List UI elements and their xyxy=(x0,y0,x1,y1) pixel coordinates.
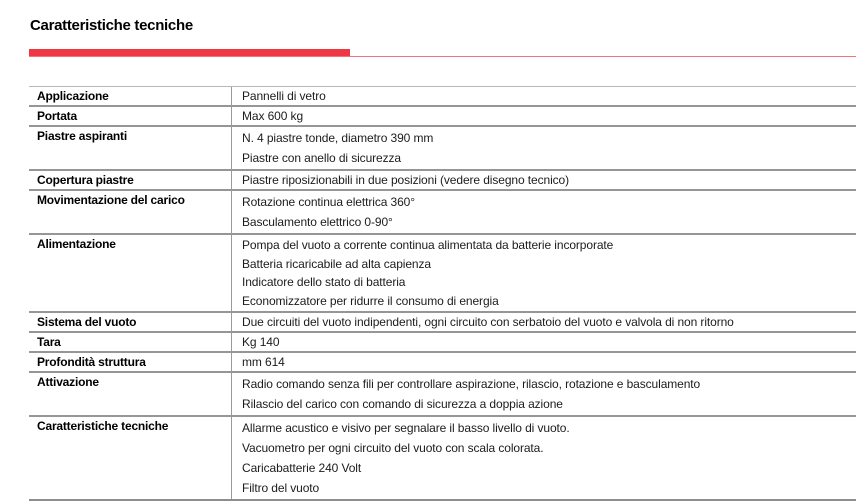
spec-value-line: Kg 140 xyxy=(242,335,280,349)
spec-value-line: Radio comando senza fili per controllare aspirazione, rilascio, rotazione e basculamento xyxy=(242,377,701,391)
spec-table xyxy=(29,86,856,501)
spec-value xyxy=(231,127,856,169)
spec-row xyxy=(29,233,856,311)
spec-value-line: Rilascio del carico con comando di sicurezza a doppia azione xyxy=(242,397,563,411)
spec-value-line: Max 600 kg xyxy=(242,109,304,123)
spec-value-line: Economizzatore per ridurre il consumo di energia xyxy=(242,293,499,308)
spec-value xyxy=(231,235,856,311)
spec-value xyxy=(231,373,856,415)
spec-label: Movimentazione del carico xyxy=(37,193,185,207)
spec-row xyxy=(29,351,856,371)
title-rule xyxy=(29,49,856,57)
spec-row xyxy=(29,311,856,331)
spec-value xyxy=(231,333,856,351)
spec-row xyxy=(29,415,856,499)
spec-row xyxy=(29,331,856,351)
spec-value-line: Filtro del vuoto xyxy=(242,481,320,495)
spec-label: Sistema del vuoto xyxy=(37,315,137,329)
page-title: Caratteristiche tecniche xyxy=(30,17,193,34)
spec-value xyxy=(231,171,856,189)
spec-row xyxy=(29,125,856,169)
spec-value-line: Piastre riposizionabili in due posizioni (vedere disegno tecnico) xyxy=(242,173,570,187)
spec-value xyxy=(231,353,856,371)
spec-value-line: Caricabatterie 240 Volt xyxy=(242,461,362,475)
spec-value xyxy=(231,107,856,125)
spec-value-line: N. 4 piastre tonde, diametro 390 mm xyxy=(242,131,434,145)
spec-row xyxy=(29,371,856,415)
title-rule-thin xyxy=(29,56,856,57)
spec-value xyxy=(231,191,856,233)
spec-value-line: Indicatore dello stato di batteria xyxy=(242,275,406,289)
spec-value-line: Batteria ricaricabile ad alta capienza xyxy=(242,256,431,271)
spec-value-line: Due circuiti del vuoto indipendenti, ogni circuito con serbatoio del vuoto e valvola di non ritorno xyxy=(242,315,734,329)
spec-row xyxy=(29,105,856,125)
spec-value xyxy=(231,87,856,105)
spec-value-line: Rotazione continua elettrica 360° xyxy=(242,195,415,209)
spec-value xyxy=(231,417,856,499)
spec-value-line: Pompa del vuoto a corrente continua alimentata da batterie incorporate xyxy=(242,238,614,252)
spec-label: Copertura piastre xyxy=(37,173,134,187)
spec-label: Piastre aspiranti xyxy=(37,129,127,143)
spec-value xyxy=(231,313,856,331)
spec-label: Tara xyxy=(37,335,61,349)
spec-label: Alimentazione xyxy=(37,237,116,251)
spec-label: Attivazione xyxy=(37,375,99,389)
spec-value-line: mm 614 xyxy=(242,355,285,369)
spec-row xyxy=(29,189,856,233)
spec-value-line: Piastre con anello di sicurezza xyxy=(242,151,401,165)
spec-label: Profondità struttura xyxy=(37,355,146,369)
spec-value-line: Vacuometro per ogni circuito del vuoto con scala colorata. xyxy=(242,441,544,455)
spec-row xyxy=(29,86,856,105)
spec-row xyxy=(29,169,856,189)
spec-value-line: Basculamento elettrico 0-90° xyxy=(242,215,393,229)
spec-label: Caratteristiche tecniche xyxy=(37,419,169,433)
spec-value-line: Allarme acustico e visivo per segnalare il basso livello di vuoto. xyxy=(242,421,570,435)
spec-label: Portata xyxy=(37,109,77,123)
spec-value-line: Pannelli di vetro xyxy=(242,89,326,103)
spec-label: Applicazione xyxy=(37,89,109,103)
